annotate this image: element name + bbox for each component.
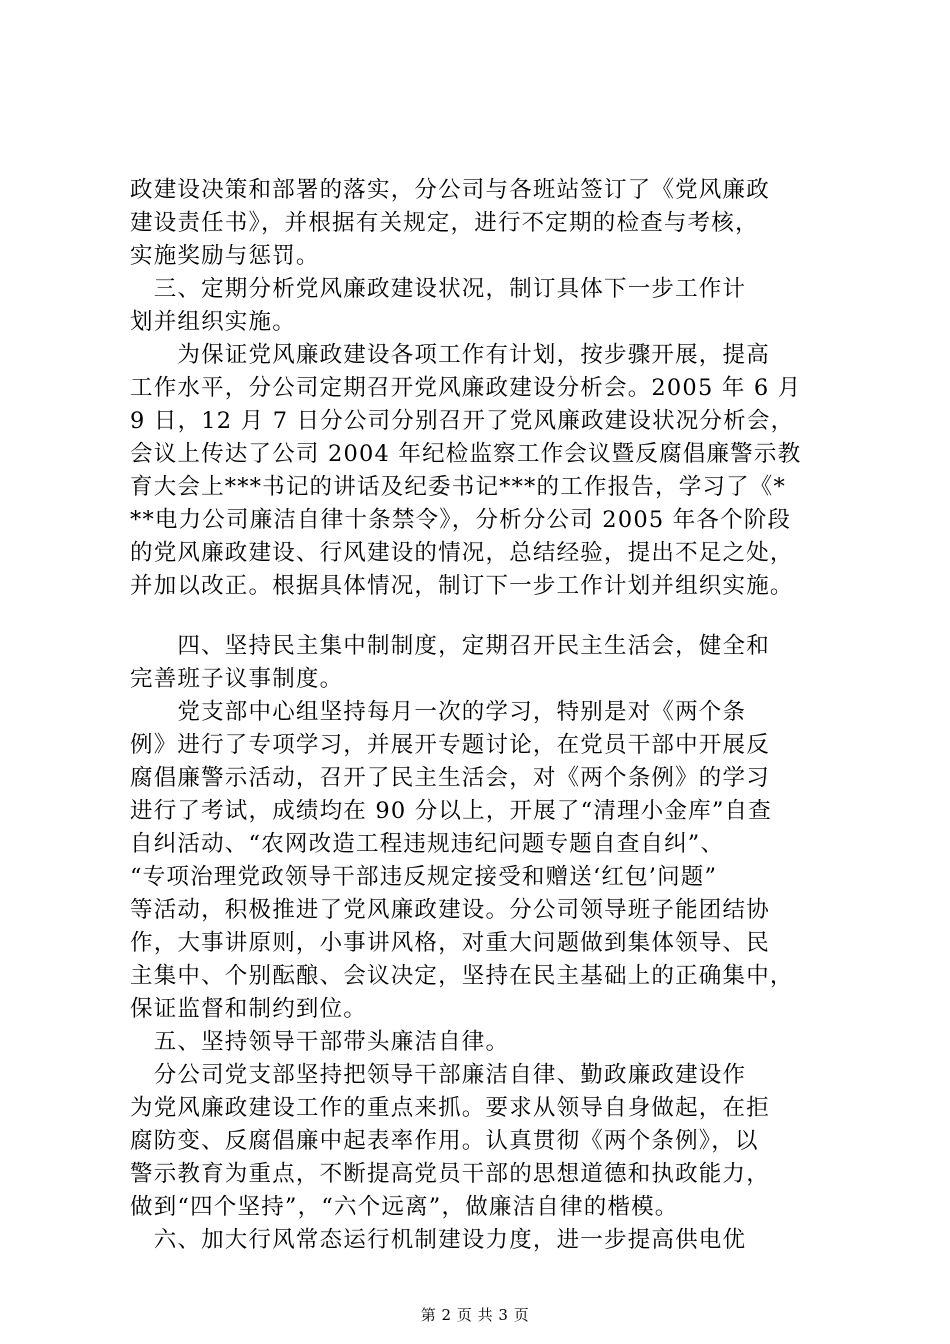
- text-line: 四、坚持民主集中制制度，定期召开民主生活会，健全和: [130, 633, 770, 659]
- text-line: 等活动，积极推进了党风廉政建设。分公司领导班子能团结协: [130, 897, 770, 923]
- text-line: 自纠活动、“农网改造工程违规违纪问题专题自查自纠”、: [130, 831, 725, 857]
- text-line: 腐倡廉警示活动，召开了民主生活会，对《两个条例》的学习: [130, 765, 770, 791]
- text-line: “专项治理党政领导干部违反规定接受和赠送‘红包’问题”: [130, 864, 718, 890]
- text-line: 三、定期分析党风廉政建设状况，制订具体下一步工作计: [130, 276, 747, 302]
- text-line: 例》进行了专项学习，并展开专题讨论，在党员干部中开展反: [130, 732, 770, 758]
- text-line: 警示教育为重点，不断提高党员干部的思想道德和执政能力，: [130, 1161, 770, 1187]
- text-line: 并加以改正。根据具体情况，制订下一步工作计划并组织实施。: [130, 573, 794, 599]
- text-line: 六、加大行风常态运行机制建设力度，进一步提高供电优: [130, 1227, 747, 1253]
- text-line: 实施奖励与惩罚。: [130, 243, 320, 269]
- text-line: 完善班子议事制度。: [130, 666, 344, 692]
- text-line: 党支部中心组坚持每月一次的学习，特别是对《两个条: [130, 699, 747, 725]
- text-line: 育大会上***书记的讲话及纪委书记***的工作报告，学习了《*: [130, 474, 786, 500]
- text-line: **电力公司廉洁自律十条禁令》，分析分公司 2005 年各个阶段: [130, 507, 792, 533]
- page-number-footer: 第 2 页 共 3 页: [420, 1306, 530, 1324]
- text-line: 为保证党风廉政建设各项工作有计划，按步骤开展，提高: [130, 342, 770, 368]
- text-line: 进行了考试，成绩均在 90 分以上，开展了“清理小金库”自查: [130, 798, 772, 824]
- text-line: 五、坚持领导干部带头廉洁自律。: [130, 1029, 510, 1055]
- text-line: 会议上传达了公司 2004 年纪检监察工作会议暨反腐倡廉警示教: [130, 441, 802, 467]
- text-line: 划并组织实施。: [130, 309, 296, 335]
- text-line: 主集中、个别酝酿、会议决定，坚持在民主基础上的正确集中，: [130, 963, 794, 989]
- text-line: 的党风廉政建设、行风建设的情况，总结经验，提出不足之处，: [130, 540, 794, 566]
- text-line: 分公司党支部坚持把领导干部廉洁自律、勤政廉政建设作: [130, 1062, 747, 1088]
- text-line: 保证监督和制约到位。: [130, 996, 368, 1022]
- text-line: 腐防变、反腐倡廉中起表率作用。认真贯彻《两个条例》，以: [130, 1128, 759, 1154]
- text-line: 建设责任书》，并根据有关规定，进行不定期的检查与考核，: [130, 210, 759, 236]
- text-line: 做到“四个坚持”，“六个远离”，做廉洁自律的楷模。: [130, 1194, 679, 1220]
- text-line: 工作水平，分公司定期召开党风廉政建设分析会。2005 年 6 月: [130, 375, 802, 401]
- text-line: 9 日，12 月 7 日分公司分别召开了党风廉政建设状况分析会，: [130, 408, 795, 434]
- text-line: 政建设决策和部署的落实，分公司与各班站签订了《党风廉政: [130, 177, 770, 203]
- text-line: 为党风廉政建设工作的重点来抓。要求从领导自身做起，在拒: [130, 1095, 770, 1121]
- text-line: 作，大事讲原则，小事讲风格，对重大问题做到集体领导、民: [130, 930, 770, 956]
